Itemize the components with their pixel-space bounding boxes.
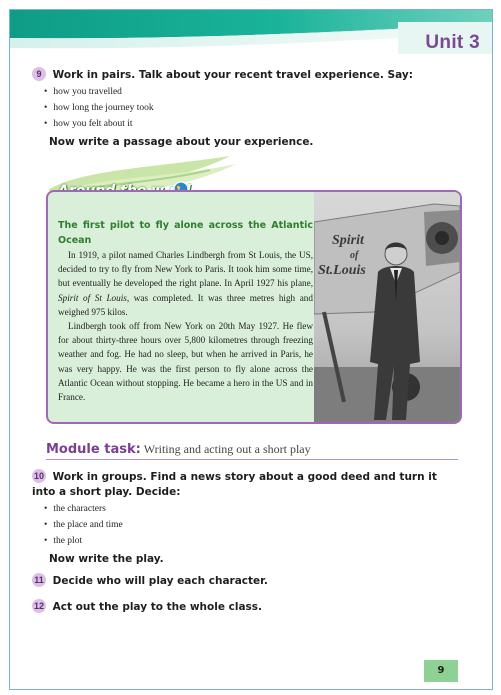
around-the-world-box <box>46 190 462 424</box>
task-10-follow-up: Now write the play. <box>49 553 164 565</box>
task-9-header <box>32 68 452 83</box>
plane-text-spirit: Spirit <box>332 233 364 248</box>
plane-name: Spirit of St Louis <box>58 292 127 303</box>
unit-label: Unit 3 <box>425 32 480 53</box>
task-11-instruction: Decide who will play each character. <box>52 575 268 587</box>
bullet-item: • the place and time <box>32 517 452 533</box>
story-text-segment: In 1919, a pilot named Charles Lindbergh from St Louis, the US, decided to try to fly from New York to Paris. It took him some time, but eventually he developed the right plane. In April 1927 his plane, <box>58 250 313 289</box>
bullet-item: • the plot <box>32 533 452 549</box>
task-9-follow-up: Now write a passage about your experience. <box>49 136 314 148</box>
bullet-item: • how long the journey took <box>32 100 452 116</box>
task-number-badge: 11 <box>32 573 46 587</box>
task-11-header <box>32 574 452 589</box>
module-task-heading <box>46 440 458 458</box>
module-task-subtitle: Writing and acting out a short play <box>143 442 311 456</box>
story-text <box>58 218 313 404</box>
task-10 <box>32 470 452 567</box>
story-title: The first pilot to fly alone across the Atlantic Ocean <box>58 220 313 246</box>
task-10-instruction: Work in groups. Find a news story about a good deed and turn it into a short play. Decide: <box>32 471 437 498</box>
bullet-item: • how you travelled <box>32 84 452 100</box>
plane-text-stlouis: St.Louis <box>318 263 366 278</box>
story-paragraph-2: Lindbergh took off from New York on 20th May 1927. He flew for about thirty-three hours over 5,800 kilometres through freezing weather and fog. He had no sleep, but when he arrived in Paris, he was very happy. He was the first person to fly alone across the Atlantic Ocean without stopping. He became a hero in the US and in France. <box>58 321 313 403</box>
bullet-item: • how you felt about it <box>32 116 452 132</box>
task-9 <box>32 68 452 150</box>
task-9-bullets <box>32 84 452 132</box>
task-number-badge: 10 <box>33 471 44 481</box>
task-12-header <box>32 600 452 615</box>
module-task-underline <box>46 459 458 460</box>
task-10-bullets <box>32 501 452 549</box>
task-12 <box>32 600 452 615</box>
task-11 <box>32 574 452 589</box>
task-number-badge: 9 <box>32 67 46 81</box>
plane-text-of: of <box>350 250 359 261</box>
page-number: 9 <box>424 660 458 682</box>
task-number-badge: 12 <box>33 601 44 611</box>
story-paragraph-1 <box>58 248 313 319</box>
lindbergh-photo <box>314 192 460 422</box>
header-band <box>10 10 492 54</box>
story-text-segment: , was completed. It was three metres high and weighed 975 kilos. <box>58 292 313 317</box>
bullet-item: • the characters <box>32 501 452 517</box>
task-12-instruction: Act out the play to the whole class. <box>52 601 263 613</box>
module-task-title: Module task: <box>46 442 141 457</box>
task-10-header <box>32 470 452 500</box>
task-9-instruction: Work in pairs. Talk about your recent travel experience. Say: <box>52 69 413 81</box>
